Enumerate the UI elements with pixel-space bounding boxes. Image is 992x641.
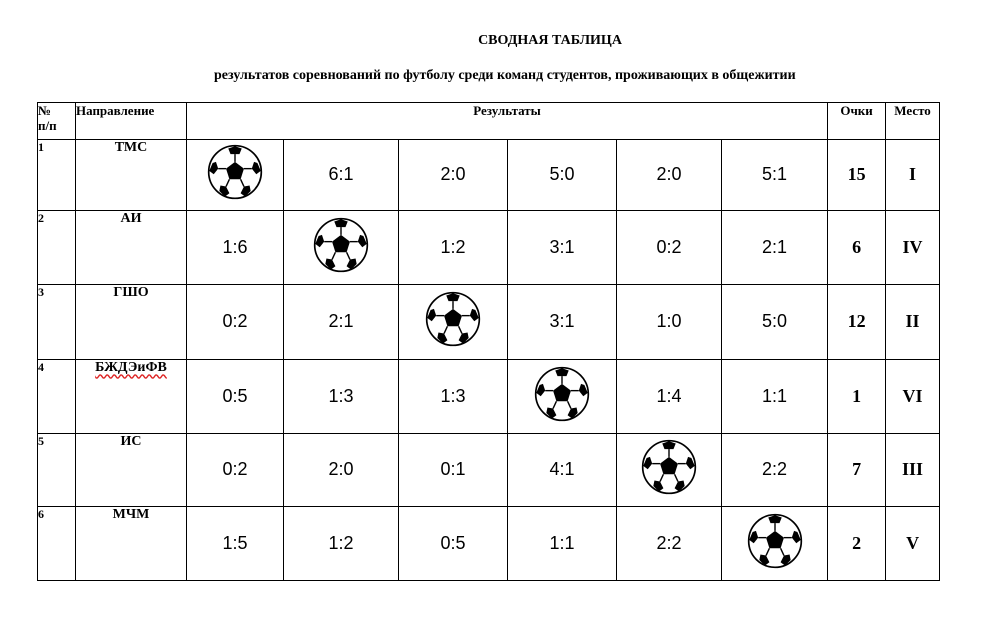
points-cell: 7 — [828, 434, 886, 506]
score-cell: 2:0 — [617, 140, 722, 210]
row-number: 6 — [38, 506, 76, 580]
table-row — [38, 434, 940, 506]
score-cell: 1:6 — [187, 210, 284, 284]
header-points: Очки — [828, 103, 886, 140]
place-cell: I — [886, 140, 940, 210]
team-name — [76, 434, 187, 506]
score-cell: 5:0 — [722, 285, 828, 359]
score-cell: 2:2 — [722, 434, 828, 506]
header-place: Место — [886, 103, 940, 140]
score-cell: 1:3 — [399, 359, 508, 433]
score-cell: 1:2 — [399, 210, 508, 284]
team-name — [76, 140, 187, 210]
table-title: СВОДНАЯ ТАБЛИЦА — [478, 33, 622, 48]
score-cell: 2:1 — [722, 210, 828, 284]
score-cell: 6:1 — [284, 140, 399, 210]
diagonal-cell — [617, 434, 722, 506]
results-table — [37, 102, 940, 581]
score-cell: 1:0 — [617, 285, 722, 359]
score-cell: 2:0 — [399, 140, 508, 210]
place-cell: VI — [886, 359, 940, 433]
header-number-line1: № — [38, 103, 52, 118]
row-number: 2 — [38, 210, 76, 284]
score-cell: 1:2 — [284, 506, 399, 580]
score-cell: 1:4 — [617, 359, 722, 433]
diagonal-cell — [399, 285, 508, 359]
diagonal-cell — [284, 210, 399, 284]
score-cell: 3:1 — [508, 285, 617, 359]
place-cell: IV — [886, 210, 940, 284]
score-cell: 0:2 — [187, 434, 284, 506]
header-number-line2: п/п — [38, 118, 57, 133]
team-name — [76, 285, 187, 359]
place-cell: II — [886, 285, 940, 359]
team-name-text: ГШО — [113, 285, 149, 301]
team-name-text: ТМС — [114, 140, 148, 156]
soccer-ball-icon — [534, 366, 590, 422]
soccer-ball-icon — [747, 513, 803, 569]
team-name-text: МЧМ — [112, 506, 150, 522]
points-cell: 1 — [828, 359, 886, 433]
table-row — [38, 506, 940, 580]
table-row — [38, 140, 940, 210]
header-row — [38, 103, 940, 140]
score-cell: 5:1 — [722, 140, 828, 210]
header-results: Результаты — [187, 103, 828, 140]
diagonal-cell — [508, 359, 617, 433]
soccer-ball-icon — [207, 144, 263, 200]
team-name — [76, 359, 187, 433]
score-cell: 0:5 — [187, 359, 284, 433]
team-name-text: ИС — [120, 434, 142, 450]
score-cell: 5:0 — [508, 140, 617, 210]
table-subtitle: результатов соревнований по футболу среди команд студентов, проживающих в общежитии — [214, 68, 796, 83]
score-cell: 0:5 — [399, 506, 508, 580]
score-cell: 1:1 — [508, 506, 617, 580]
score-cell: 2:1 — [284, 285, 399, 359]
table-row — [38, 359, 940, 433]
points-cell: 15 — [828, 140, 886, 210]
score-cell: 2:2 — [617, 506, 722, 580]
row-number: 5 — [38, 434, 76, 506]
row-number: 1 — [38, 140, 76, 210]
team-name — [76, 210, 187, 284]
soccer-ball-icon — [425, 291, 481, 347]
score-cell: 0:2 — [617, 210, 722, 284]
score-cell: 3:1 — [508, 210, 617, 284]
score-cell: 2:0 — [284, 434, 399, 506]
score-cell: 1:3 — [284, 359, 399, 433]
score-cell: 1:5 — [187, 506, 284, 580]
row-number: 3 — [38, 285, 76, 359]
soccer-ball-icon — [641, 439, 697, 495]
points-cell: 6 — [828, 210, 886, 284]
score-cell: 0:2 — [187, 285, 284, 359]
points-cell: 2 — [828, 506, 886, 580]
table-row — [38, 210, 940, 284]
header-number — [38, 103, 76, 140]
place-cell: V — [886, 506, 940, 580]
table-row — [38, 285, 940, 359]
score-cell: 1:1 — [722, 359, 828, 433]
diagonal-cell — [187, 140, 284, 210]
header-direction: Направление — [76, 103, 187, 140]
team-name — [76, 506, 187, 580]
team-name-text: БЖДЭиФВ — [95, 359, 167, 375]
place-cell: III — [886, 434, 940, 506]
diagonal-cell — [722, 506, 828, 580]
row-number: 4 — [38, 359, 76, 433]
soccer-ball-icon — [313, 217, 369, 273]
score-cell: 0:1 — [399, 434, 508, 506]
team-name-text: АИ — [120, 210, 142, 226]
score-cell: 4:1 — [508, 434, 617, 506]
points-cell: 12 — [828, 285, 886, 359]
